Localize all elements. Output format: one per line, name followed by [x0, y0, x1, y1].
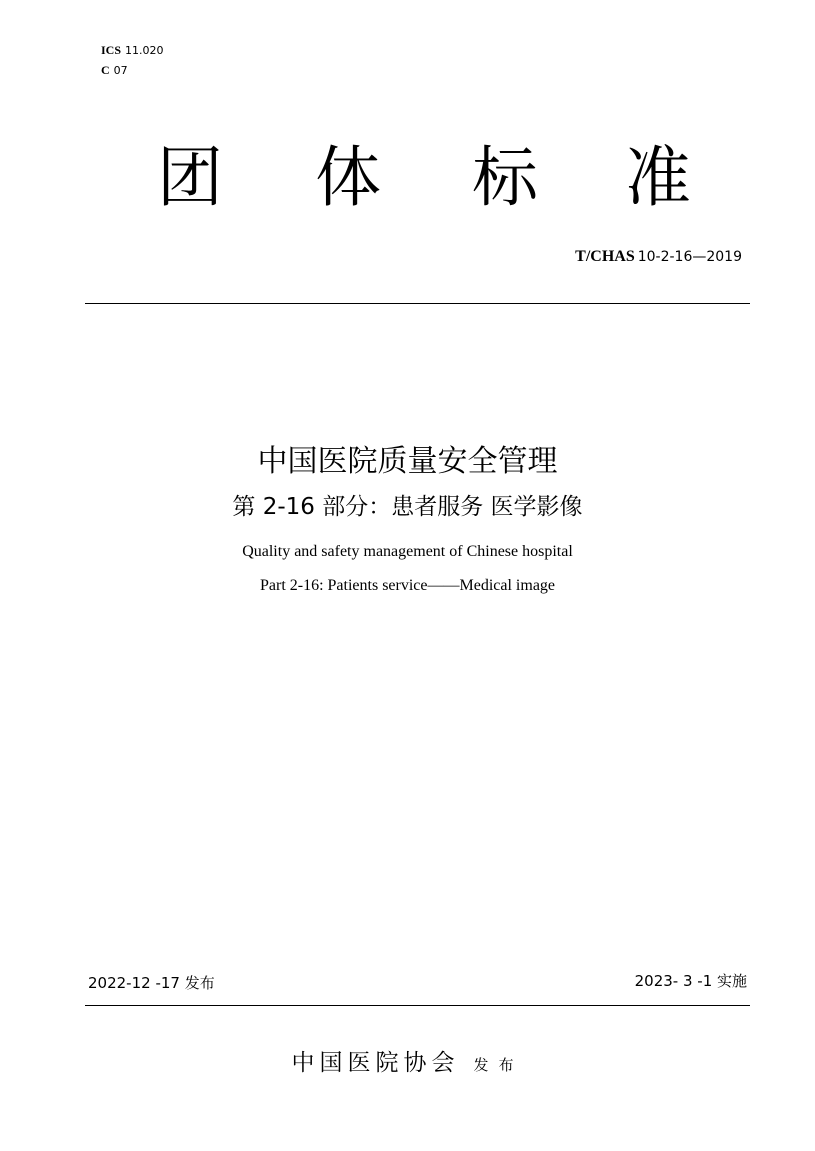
title-char-2: 体: [315, 139, 381, 216]
ccs-classification: [101, 63, 128, 78]
ics-label: ICS: [101, 43, 122, 57]
ics-value: 11.020: [125, 44, 164, 57]
title-char-3: 标: [472, 139, 538, 216]
ics-classification: [101, 43, 164, 58]
ccs-label: C: [101, 63, 110, 77]
chinese-main-title: 中国医院质量安全管理: [257, 444, 558, 479]
title-char-1: 团: [157, 139, 223, 216]
document-type-title: [0, 140, 815, 216]
publisher-line: [0, 1046, 815, 1082]
chinese-subtitle: 第 2-16 部分：患者服务 医学影像: [232, 494, 583, 520]
publisher-action: 发布: [473, 1056, 524, 1074]
standard-number: [575, 246, 742, 267]
publisher-name: 中国医院协会: [291, 1050, 460, 1076]
implement-date: 2023- 3 -1 实施: [634, 972, 747, 990]
top-divider: [85, 303, 750, 304]
bottom-divider: [85, 1005, 750, 1006]
publish-date: 2022-12 -17 发布: [88, 974, 215, 992]
standard-prefix: T/CHAS: [575, 248, 635, 265]
title-char-4: 准: [625, 139, 691, 216]
english-subtitle: Part 2-16: Patients service——Medical image: [259, 577, 556, 594]
ccs-value: 07: [113, 64, 128, 77]
english-main-title: Quality and safety management of Chinese hospital: [242, 543, 573, 560]
standard-code: 10-2-16—2019: [637, 249, 742, 265]
